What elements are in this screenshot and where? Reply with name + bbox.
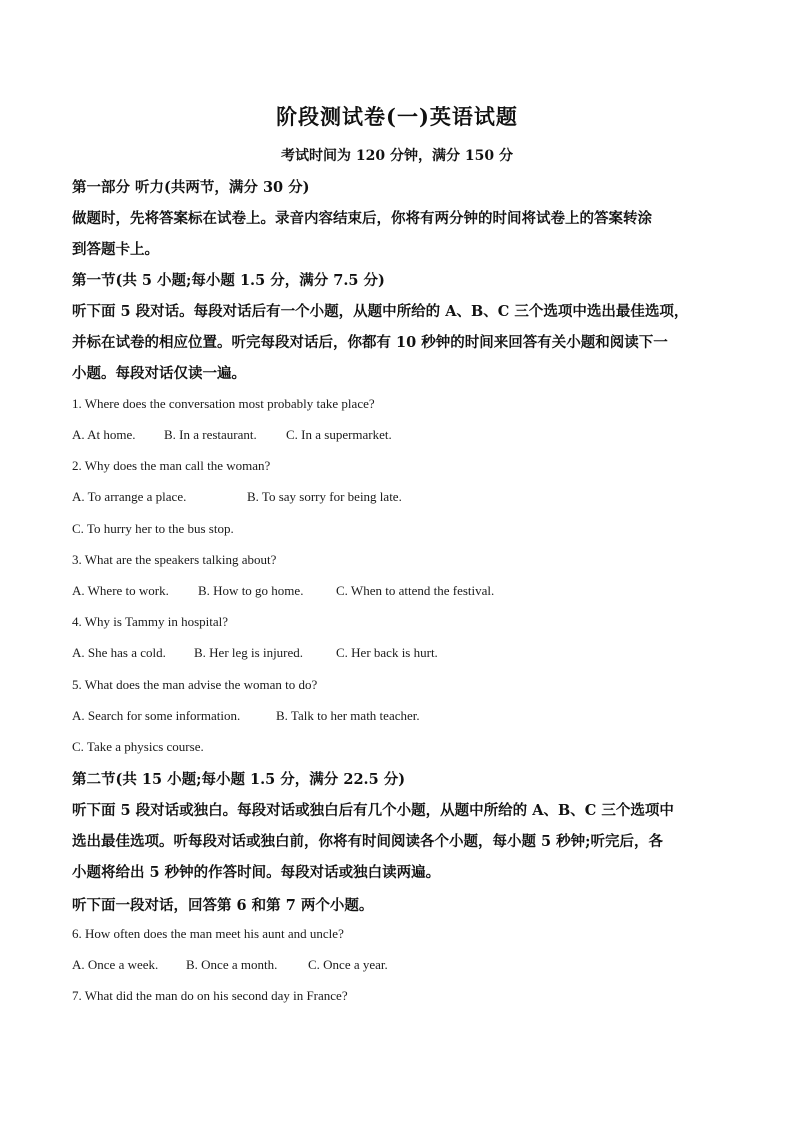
option-a: A. Search for some information. [72,708,241,723]
option-b: B. Talk to her math teacher. [276,708,420,723]
option-b: B. To say sorry for being late. [247,489,402,504]
option-a: A. Where to work. [72,583,169,598]
question-3: 3. What are the speakers talking about? [72,552,277,567]
part1-instruction-line-2: 到答题卡上。 [72,241,159,258]
option-c: C. When to attend the festival. [336,583,495,598]
question-4-options [72,645,438,661]
option-b: B. Once a month. [186,957,278,972]
option-a: A. To arrange a place. [72,489,187,504]
question-5: 5. What does the man advise the woman to do? [72,677,318,692]
question-1-options [72,427,392,443]
question-5-option-c: C. Take a physics course. [72,739,204,754]
part1-heading: 第一部分 听力(共两节，满分 30 分) [72,179,310,196]
option-c: C. Her back is hurt. [336,645,438,660]
exam-subtitle: 考试时间为 120 分钟，满分 150 分 [281,148,513,164]
option-c: C. Once a year. [308,957,388,972]
option-a: A. She has a cold. [72,645,166,660]
part1-instruction-line-1: 做题时，先将答案标在试卷上。录音内容结束后，你将有两分钟的时间将试卷上的答案转涂 [72,210,652,227]
section2-instruction-line-3: 小题将给出 5 秒钟的作答时间。每段对话或独白读两遍。 [72,864,441,881]
question-2-options [72,489,402,505]
option-b: B. Her leg is injured. [194,645,304,660]
section2-instruction-line-1: 听下面 5 段对话或独白。每段对话或独白后有几个小题，从题中所给的 A、B、C 三个选项中 [72,802,674,819]
section1-instruction-line-2: 并标在试卷的相应位置。听完每段对话后，你都有 10 秒钟的时间来回答有关小题和阅读下一 [72,334,668,351]
section1-heading: 第一节(共 5 小题;每小题 1.5 分，满分 7.5 分) [72,272,385,289]
question-1: 1. Where does the conversation most probably take place? [72,396,375,411]
section2-heading: 第二节(共 15 小题;每小题 1.5 分，满分 22.5 分) [72,771,406,788]
exam-title: 阶段测试卷(一)英语试题 [276,104,518,129]
option-a: A. Once a week. [72,957,159,972]
question-6-options [72,957,388,973]
section1-instruction-line-3: 小题。每段对话仅读一遍。 [72,365,246,382]
section2-instruction-line-2: 选出最佳选项。听每段对话或独白前，你将有时间阅读各个小题，每小题 5 秒钟;听完后，各 [72,833,664,850]
question-3-options [72,583,494,599]
question-5-options [72,708,420,724]
option-b: B. How to go home. [198,583,304,598]
dialogue-intro: 听下面一段对话，回答第 6 和第 7 两个小题。 [72,897,374,914]
option-b: B. In a restaurant. [164,427,257,442]
question-6: 6. How often does the man meet his aunt and uncle? [72,926,344,941]
section1-instruction-line-1: 听下面 5 段对话。每段对话后有一个小题，从题中所给的 A、B、C 三个选项中选出最佳选项， [72,303,689,320]
question-2: 2. Why does the man call the woman? [72,458,271,473]
question-2-option-c: C. To hurry her to the bus stop. [72,521,234,536]
question-4: 4. Why is Tammy in hospital? [72,614,229,629]
option-c: C. In a supermarket. [286,427,392,442]
option-a: A. At home. [72,427,136,442]
question-7: 7. What did the man do on his second day in France? [72,988,348,1003]
